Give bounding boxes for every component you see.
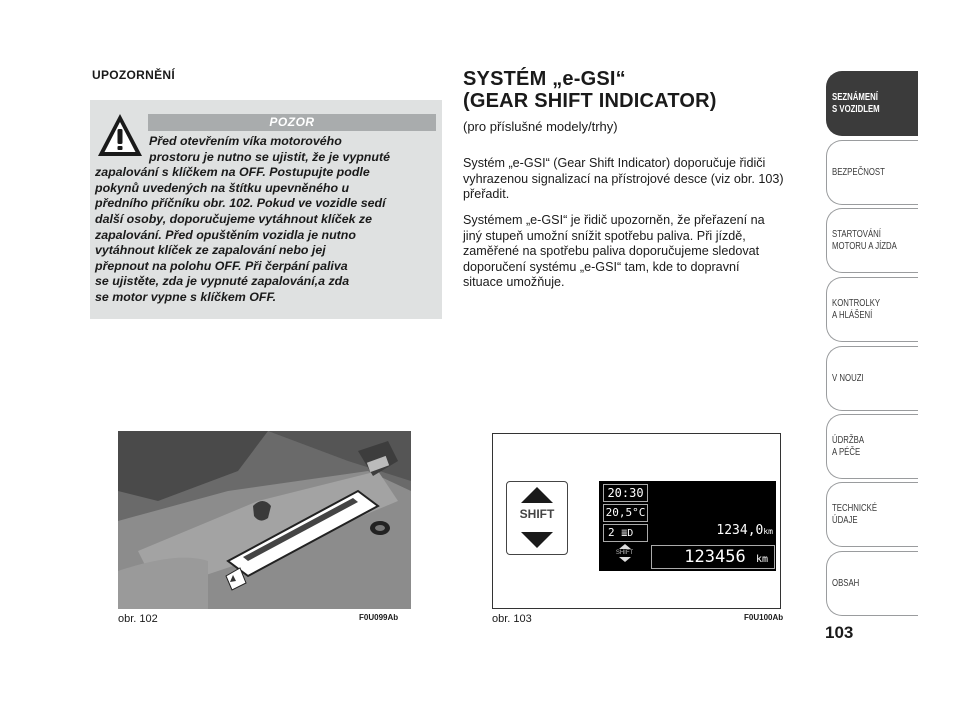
tab-v-nouzi[interactable] bbox=[826, 346, 918, 411]
warning-line: prostoru je nutno se ujistit, že je vypnuté bbox=[149, 149, 390, 164]
section-title-line: (GEAR SHIFT INDICATOR) bbox=[463, 90, 717, 112]
page-number: 103 bbox=[825, 623, 854, 642]
gear-number: 2 bbox=[608, 526, 615, 539]
paragraph-line: jiný stupeň umožní snížit spotřebu paliva. Při jízdě, bbox=[463, 228, 746, 243]
warning-line: Před otevřením víka motorového bbox=[149, 134, 342, 148]
warning-heading: UPOZORNĚNÍ bbox=[92, 68, 176, 82]
figure-103-code: F0U100Ab bbox=[744, 613, 784, 622]
odometer-value: 123456 bbox=[684, 547, 746, 567]
headlight-icon: ≣D bbox=[621, 528, 634, 539]
small-shift-label: SHIFT bbox=[615, 550, 634, 556]
tab-technicke-udaje[interactable] bbox=[826, 482, 918, 547]
warning-line: další osoby, doporučujeme vytáhnout klíček ze bbox=[95, 211, 373, 226]
warning-line: se ujistěte, zda je vypnuté zapalování,a zda bbox=[95, 274, 350, 289]
warning-line: zapalování s klíčkem na OFF. Postupujte podle bbox=[95, 165, 370, 180]
tab-bezpecnost[interactable] bbox=[826, 140, 918, 205]
paragraph-1 bbox=[463, 156, 813, 203]
warning-line: se motor vypne s klíčkem OFF. bbox=[95, 289, 277, 304]
odometer-unit: km bbox=[755, 554, 768, 565]
tab-label: TECHNICKÉ ÚDAJE bbox=[832, 502, 878, 526]
gear-readout bbox=[603, 524, 648, 542]
figure-102-caption: obr. 102 bbox=[118, 613, 158, 625]
section-title bbox=[463, 68, 717, 112]
tab-obsah[interactable] bbox=[826, 551, 918, 616]
temperature-readout: 20,5°C bbox=[603, 504, 648, 522]
tab-seznameni-s-vozidlem[interactable] bbox=[826, 71, 918, 136]
paragraph-line: přeřadit. bbox=[463, 187, 510, 202]
paragraph-line: Systémem „e-GSI“ je řidič upozorněn, že přeřazení na bbox=[463, 213, 765, 227]
trip-unit: km bbox=[763, 527, 773, 536]
warning-line: předního příčníku obr. 102. Pokud ve vozidle sedí bbox=[95, 196, 386, 211]
section-title-line: SYSTÉM „e-GSI“ bbox=[463, 68, 626, 90]
lcd-panel bbox=[599, 481, 776, 571]
odometer-readout bbox=[651, 545, 775, 569]
shift-down-arrow-icon bbox=[521, 532, 553, 548]
clock-readout: 20:30 bbox=[603, 484, 648, 502]
paragraph-line: situace umožňuje. bbox=[463, 275, 565, 290]
tab-udrzba[interactable] bbox=[826, 414, 918, 479]
shift-label: SHIFT bbox=[519, 507, 555, 521]
warning-line: vytáhnout klíček ze zapalování nebo jej bbox=[95, 243, 326, 258]
warning-line: pokynů uvedených na štítku upevněného u bbox=[95, 180, 350, 195]
engine-bay-photo bbox=[118, 431, 411, 609]
tab-label: SEZNÁMENÍ S VOZIDLEM bbox=[832, 91, 880, 115]
tab-label: STARTOVÁNÍ MOTORU A JÍZDA bbox=[832, 228, 897, 252]
instrument-display-figure bbox=[492, 433, 781, 609]
tab-label: OBSAH bbox=[832, 577, 860, 589]
pozor-badge: POZOR bbox=[148, 114, 436, 131]
tab-label: ÚDRŽBA A PÉČE bbox=[832, 434, 865, 458]
tab-kontrolky[interactable] bbox=[826, 277, 918, 342]
shift-up-arrow-icon bbox=[521, 487, 553, 503]
paragraph-line: zaměřené na spotřebu paliva doporučujeme sledovat bbox=[463, 244, 760, 259]
warning-line: přepnout na polohu OFF. Při čerpání paliva bbox=[95, 258, 348, 273]
tab-startovani[interactable] bbox=[826, 208, 918, 273]
tab-label: KONTROLKY A HLÁŠENÍ bbox=[832, 297, 881, 321]
paragraph-line: doporučení systému „e-GSI“ tam, kde to dopravní bbox=[463, 259, 740, 274]
shift-indicator bbox=[506, 481, 568, 555]
warning-text bbox=[95, 134, 439, 306]
trip-value: 1234,0 bbox=[716, 523, 764, 538]
section-subtitle: (pro příslušné modely/trhy) bbox=[463, 119, 618, 134]
trip-readout bbox=[651, 519, 773, 543]
tab-label: BEZPEČNOST bbox=[832, 166, 885, 178]
small-shift-indicator bbox=[603, 544, 646, 568]
tab-label: V NOUZI bbox=[832, 372, 864, 384]
paragraph-line: vyhrazenou signalizací na přístrojové desce (viz obr. 103) bbox=[463, 171, 784, 186]
paragraph-2 bbox=[463, 213, 813, 291]
small-down-arrow-icon bbox=[619, 557, 631, 562]
figure-102-code: F0U099Ab bbox=[359, 613, 399, 622]
warning-line: zapalování. Před opuštěním vozidla je nutno bbox=[95, 227, 356, 242]
figure-103-caption: obr. 103 bbox=[492, 613, 532, 625]
paragraph-line: Systém „e-GSI“ (Gear Shift Indicator) doporučuje řidiči bbox=[463, 156, 766, 170]
